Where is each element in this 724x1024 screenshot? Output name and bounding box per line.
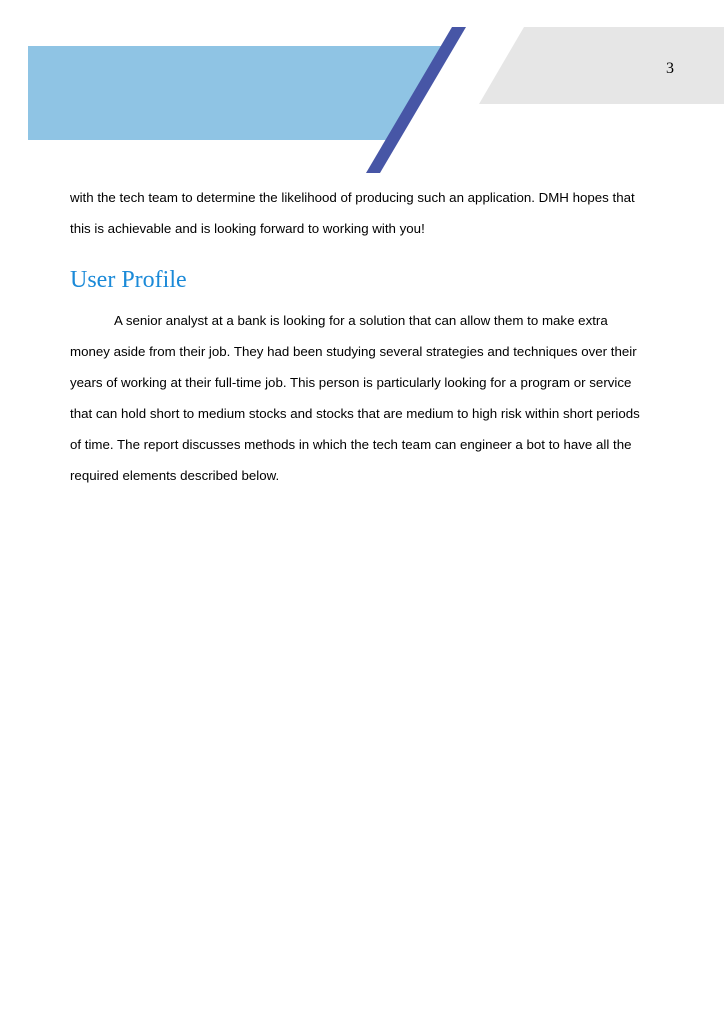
header-blue-band	[28, 46, 444, 140]
header-decoration	[0, 0, 724, 180]
page-number: 3	[666, 60, 674, 77]
section-heading-user-profile: User Profile	[70, 267, 187, 293]
user-profile-paragraph: A senior analyst at a bank is looking for a solution that can allow them to make extra money aside from their job. They had been studying several strategies and techniques over their years of working at their full-time job. This person is particularly looking for a program or service that can hold short to medium stocks and stocks that are medium to high risk within short periods of time. The report discusses methods in which the tech team can engineer a bot to have all the required elements described below.	[70, 313, 640, 483]
intro-paragraph: with the tech team to determine the likelihood of producing such an application. DMH hopes that this is achievable and is looking forward to working with you!	[70, 190, 635, 236]
